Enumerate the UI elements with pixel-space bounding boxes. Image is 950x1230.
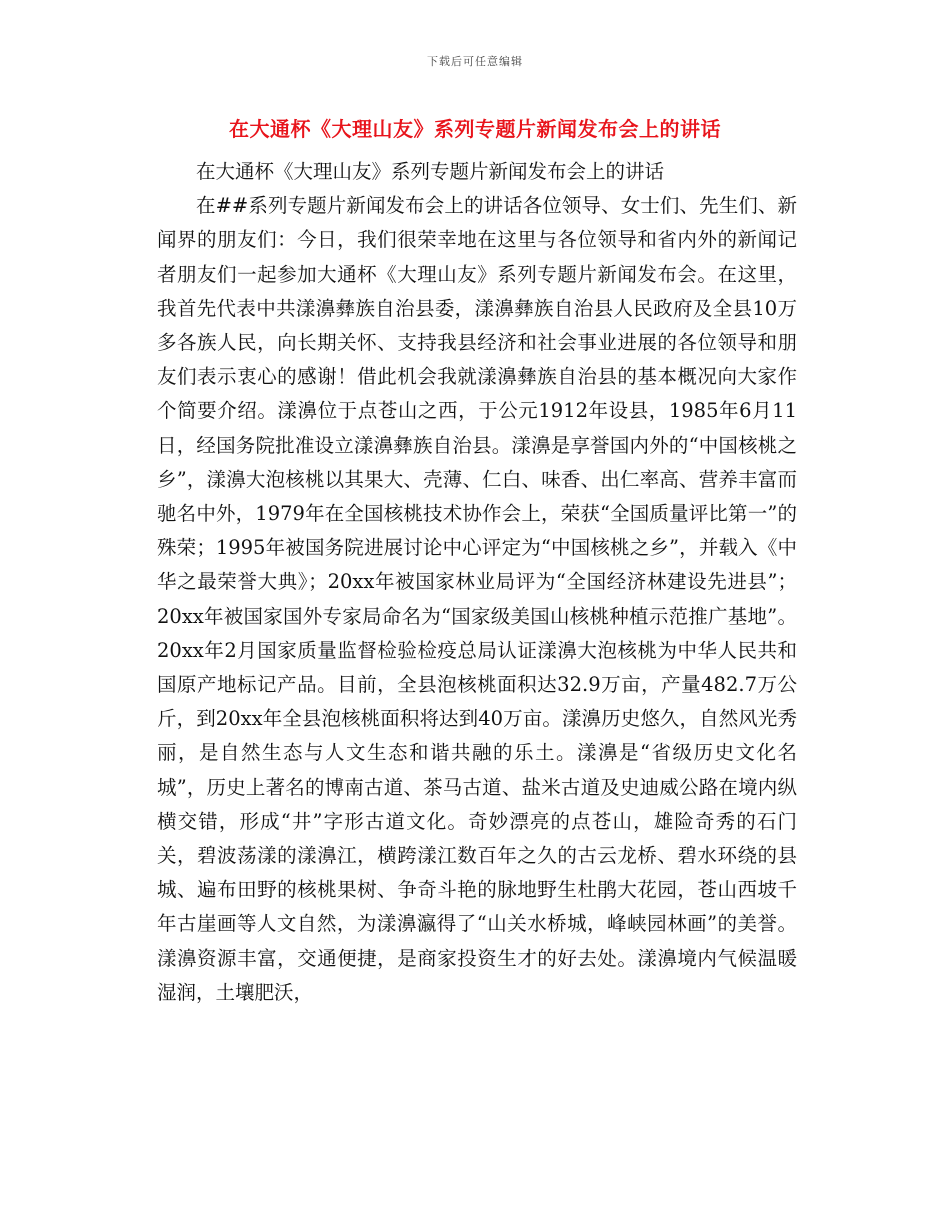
document-body (157, 155, 797, 1010)
document-title: 在大通杯《大理山友》系列专题片新闻发布会上的讲话 (229, 117, 721, 141)
body-paragraph: 在大通杯《大理山友》系列专题片新闻发布会上的讲话 (196, 160, 665, 183)
body-paragraph: 在##系列专题片新闻发布会上的讲话各位领导、女士们、先生们、新闻界的朋友们：今日，我们很荣幸地在这里与各位领导和省内外的新闻记者朋友们一起参加大通杯《大理山友》系列专题片新闻发布会。在这里，我首先代表中共漾濞彝族自治县委，漾濞彝族自治县人民政府及全县10万多各族人民，向长期关怀、支持我县经济和社会事业进展的各位领导和朋友们表示衷心的感谢！借此机会我就漾濞彝族自治县的基本概况向大家作个简要介绍。漾濞位于点苍山之西，于公元1912年设县，1985年6月11日，经国务院批准设立漾濞彝族自治县。漾濞是享誉国内外的“中国核桃之乡”，漾濞大泡核桃以其果大、壳薄、仁白、味香、出仁率高、营养丰富而驰名中外，1979年在全国核桃技术协作会上，荣获“全国质量评比第一”的殊荣；1995年被国务院进展讨论中心评定为“中国核桃之乡”，并载入《中华之最荣誉大典》；20xx年被国家林业局评为“全国经济林建设先进县”；20xx年被国家国外专家局命名为“国家级美国山核桃种植示范推广基地”。20xx年2月国家质量监督检验检疫总局认证漾濞大泡核桃为中华人民共和国原产地标记产品。目前，全县泡核桃面积达32.9万亩，产量482.7万公斤，到20xx年全县泡核桃面积将达到40万亩。漾濞历史悠久，自然风光秀丽，是自然生态与人文生态和谐共融的乐土。漾濞是“省级历史文化名城”，历史上著名的博南古道、茶马古道、盐米古道及史迪威公路在境内纵横交错，形成“井”字形古道文化。奇妙漂亮的点苍山，雄险奇秀的石门关，碧波荡漾的漾濞江，横跨漾江数百年之久的古云龙桥、碧水环绕的县城、遍布田野的核桃果树、争奇斗艳的脉地野生杜鹃大花园，苍山西坡千年古崖画等人文自然，为漾濞瀛得了“山关水桥城，峰峡园林画”的美誉。漾濞资源丰富，交通便捷，是商家投资生才的好去处。漾濞境内气候温暖湿润，土壤肥沃， (157, 194, 797, 1004)
header-note: 下载后可任意编辑 (427, 55, 523, 68)
